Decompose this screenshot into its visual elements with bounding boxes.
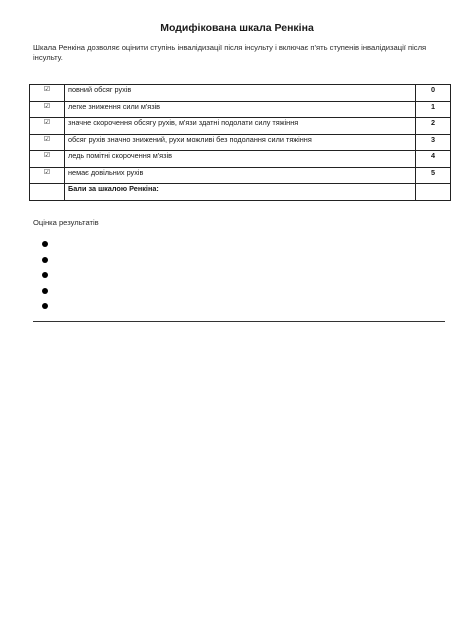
checkbox-icon[interactable]: ☑ [30, 118, 65, 135]
total-row [30, 184, 451, 201]
row-description: обсяг рухів значно знижений, рухи можливі без подолання сили тяжіння [65, 134, 416, 151]
row-score: 0 [416, 85, 451, 102]
bullet-dot-icon [42, 272, 48, 278]
horizontal-divider [33, 321, 445, 322]
rankin-scale-table [29, 84, 451, 201]
total-empty-cell [30, 184, 65, 201]
row-description: немає довільних рухів [65, 167, 416, 184]
intro-paragraph: Шкала Ренкіна дозволяє оцінити ступінь інвалідизації після інсульту і включає п'ять ступенів інвалідизації після інсульту. [33, 43, 427, 62]
table-row [30, 118, 451, 135]
results-heading: Оцінка результатів [33, 218, 99, 227]
table-row [30, 85, 451, 102]
table-row [30, 101, 451, 118]
total-score-field[interactable] [416, 184, 451, 201]
row-score: 5 [416, 167, 451, 184]
row-description: легке зниження сили м'язів [65, 101, 416, 118]
checkbox-icon[interactable]: ☑ [30, 151, 65, 168]
table-row [30, 167, 451, 184]
bullet-dot-icon [42, 303, 48, 309]
row-score: 2 [416, 118, 451, 135]
document-title: Модифікована шкала Ренкіна [160, 22, 314, 34]
table-row [30, 151, 451, 168]
row-description: ледь помітні скорочення м'язів [65, 151, 416, 168]
checkbox-icon[interactable]: ☑ [30, 134, 65, 151]
checkbox-icon[interactable]: ☑ [30, 101, 65, 118]
bullet-dot-icon [42, 257, 48, 263]
checkbox-icon[interactable]: ☑ [30, 85, 65, 102]
total-label: Бали за шкалою Ренкіна: [65, 184, 416, 201]
row-score: 4 [416, 151, 451, 168]
checkbox-icon[interactable]: ☑ [30, 167, 65, 184]
row-description: повний обсяг рухів [65, 85, 416, 102]
table-row [30, 134, 451, 151]
row-description: значне скорочення обсягу рухів, м'язи здатні подолати силу тяжіння [65, 118, 416, 135]
bullet-dot-icon [42, 241, 48, 247]
bullet-dot-icon [42, 288, 48, 294]
row-score: 1 [416, 101, 451, 118]
row-score: 3 [416, 134, 451, 151]
